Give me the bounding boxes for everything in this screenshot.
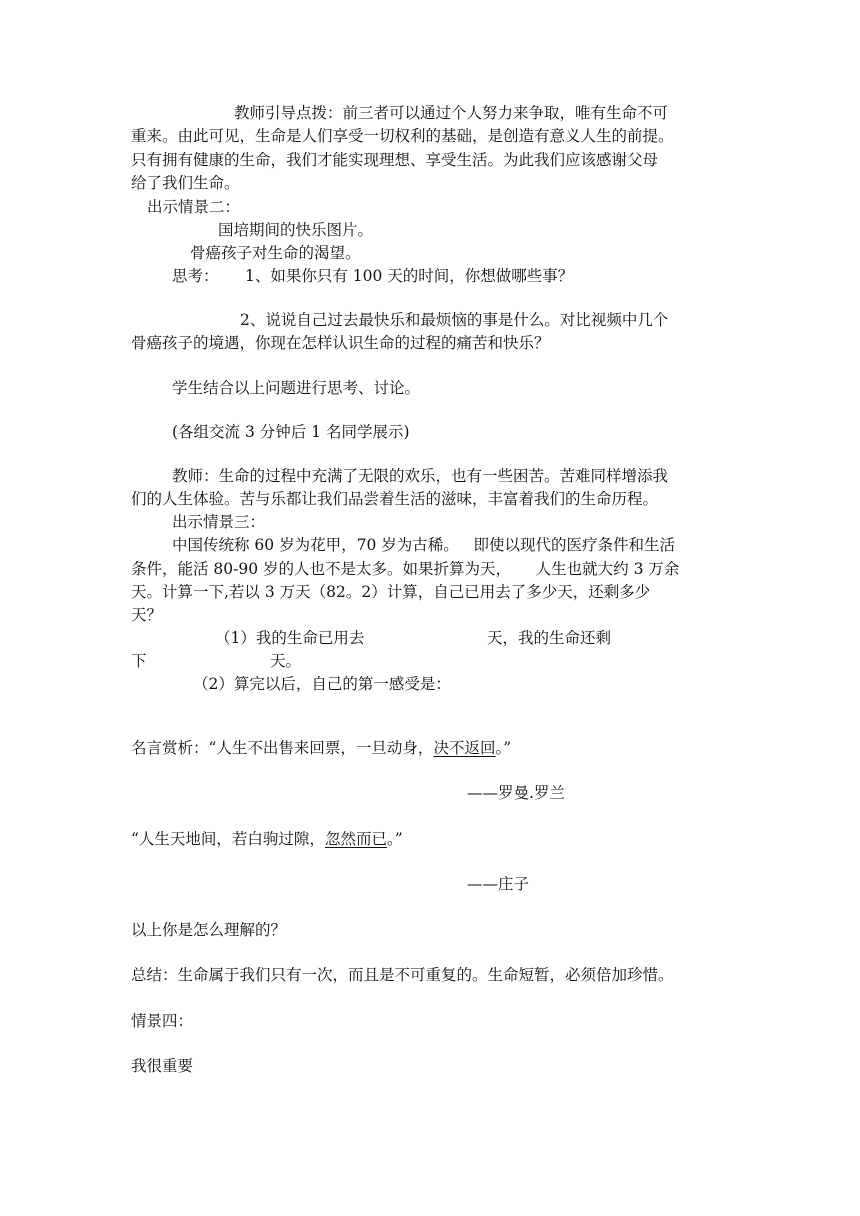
scene3-line-2: 条件，能活 80-90 岁的人也不是太多。如果折算为天， 人生也就大约 3 万余	[131, 560, 680, 578]
quote-1-prefix: 名言赏析：“人生不出售来回票，一旦动身，	[131, 739, 434, 757]
scene3-title: 出示情景三：	[172, 513, 266, 531]
scene2-item-2: 骨癌孩子对生命的渴望。	[190, 244, 361, 262]
calc-1-part-a: （1）我的生命已用去	[215, 629, 365, 647]
quote-2-underlined: 忽然而已	[324, 830, 387, 848]
quote-2	[131, 829, 403, 849]
intro-line-3: 只有拥有健康的生命，我们才能实现理想、享受生活。为此我们应该感谢父母	[131, 151, 659, 169]
intro-line-1: 教师引导点拨：前三者可以通过个人努力来争取，唯有生命不可	[234, 104, 669, 122]
discuss-text: 学生结合以上问题进行思考、讨论。	[172, 379, 421, 397]
important-text: 我很重要	[131, 1057, 194, 1075]
exchange-text: (各组交流 3 分钟后 1 名同学展示)	[172, 423, 410, 441]
scene2-title: 出示情景二：	[147, 198, 241, 216]
quote-1-suffix: 。”	[495, 739, 512, 757]
scene2-item-1: 国培期间的快乐图片。	[218, 221, 374, 239]
think-label: 思考：	[172, 267, 219, 285]
summary-text: 总结：生命属于我们只有一次，而且是不可重复的。生命短暂，必须倍加珍惜。	[131, 966, 674, 984]
understanding-question: 以上你是怎么理解的？	[131, 921, 287, 939]
quote-1-author: ——罗曼.罗兰	[467, 784, 565, 802]
question-1: 1、如果你只有 100 天的时间，你想做哪些事？	[245, 267, 574, 285]
intro-line-4: 给了我们生命。	[131, 174, 240, 192]
quote-2-author: ——庄子	[467, 875, 530, 893]
teacher-line-1: 教师：生命的过程中充满了无限的欢乐，也有一些困苦。苦难同样增添我	[172, 467, 669, 485]
scene4-title: 情景四：	[131, 1012, 194, 1030]
calc-2: （2）算完以后，自己的第一感受是：	[193, 675, 451, 693]
scene3-line-3: 天。计算一下,若以 3 万天（82。2）计算，自己已用去了多少天，还剩多少	[131, 583, 651, 601]
calc-1-part-c: 下	[131, 652, 147, 670]
quote-2-prefix: “人生天地间，若白驹过隙，	[131, 830, 325, 848]
calc-1-part-d: 天。	[270, 652, 302, 670]
intro-line-2: 重来。由此可见，生命是人们享受一切权利的基础，是创造有意义人生的前提。	[131, 127, 674, 145]
question-2-line-1: 2、说说自己过去最快乐和最烦恼的事是什么。对比视频中几个	[240, 311, 669, 329]
scene3-line-4: 天？	[131, 606, 163, 624]
teacher-line-2: 们的人生体验。苦与乐都让我们品尝着生活的滋味，丰富着我们的生命历程。	[131, 490, 659, 508]
question-2-line-2: 骨癌孩子的境遇，你现在怎样认识生命的过程的痛苦和快乐？	[131, 334, 550, 352]
quote-2-suffix: 。”	[386, 830, 403, 848]
calc-1-part-b: 天，我的生命还剩	[487, 629, 612, 647]
quote-1-underlined: 决不返回	[433, 739, 496, 757]
quote-1	[131, 738, 511, 758]
scene3-line-1: 中国传统称 60 岁为花甲，70 岁为古稀。 即使以现代的医疗条件和生活	[172, 536, 676, 554]
